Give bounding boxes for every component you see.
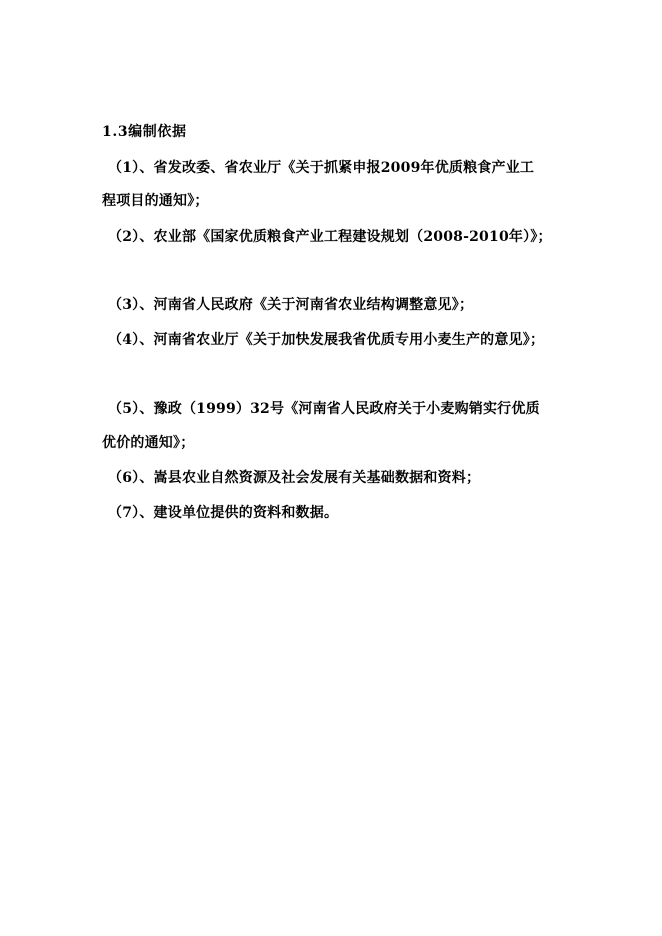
basis-item-5-continued: 优价的通知》； [102,435,195,451]
basis-item-5: （5）、豫政（1999）32号《河南省人民政府关于小麦购销实行优质 [108,401,540,417]
basis-item-6: （6）、嵩县农业自然资源及社会发展有关基础数据和资料； [108,470,481,486]
section-heading: 1.3编制依据 [102,124,187,140]
basis-item-7: （7）、建设单位提供的资料和数据。 [108,505,339,521]
basis-item-4: （4）、河南省农业厅《关于加快发展我省优质专用小麦生产的意见》； [108,332,545,348]
basis-item-2: （2）、农业部《国家优质粮食产业工程建设规划（2008-2010年）》； [108,229,552,245]
basis-item-1: （1）、省发改委、省农业厅《关于抓紧申报2009年优质粮食产业工 [108,160,535,176]
basis-item-3: （3）、河南省人民政府《关于河南省农业结构调整意见》； [108,297,474,313]
basis-item-1-continued: 程项目的通知》； [102,193,209,209]
